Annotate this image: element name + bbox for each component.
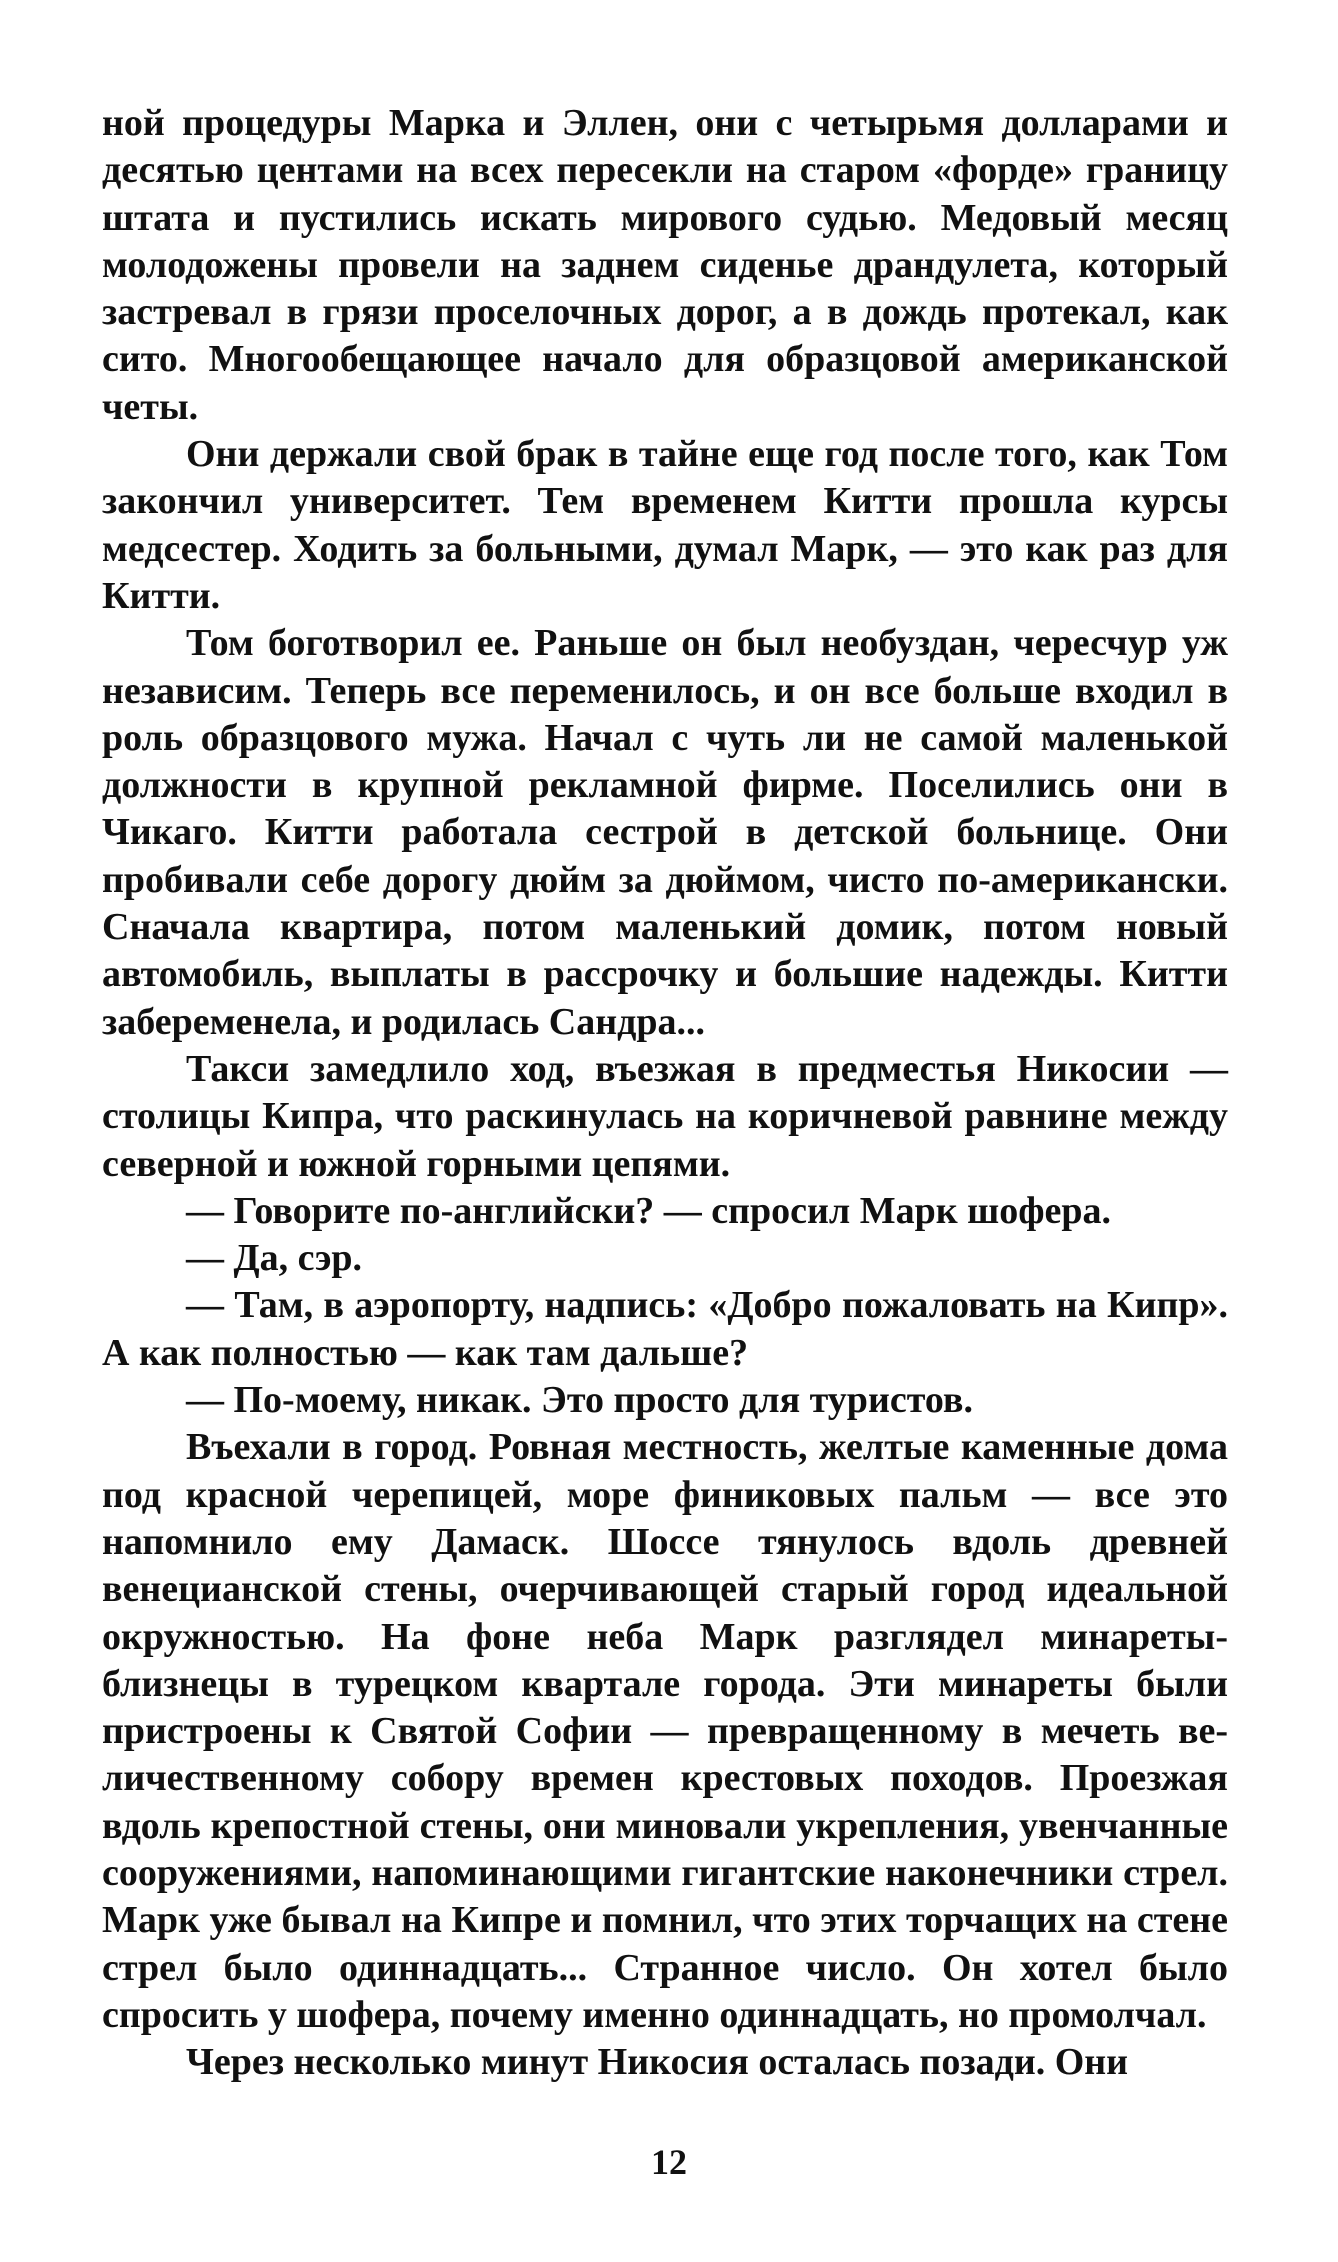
paragraph-2: Они держали свой брак в тайне еще год после того, как Том закончил университет. Тем временем Китти прошла курсы медсестер. Ходить за больными, думал Марк, — это как раз для Китти. xyxy=(102,433,1228,617)
dialogue-line-1: — Говорите по-английски? — спросил Марк шофера. xyxy=(186,1189,1111,1232)
paragraph-1: ной процедуры Марка и Эллен, они с четырьмя долларами и десятью центами на всех пересекли на старом «форде» границу штата и пустились искать мирового судью. Медовый месяц молодожены провели на заднем сиденье драндулета, который застревал в грязи проселочных дорог, а в дождь протекал, как сито. Многообещающее начало для образцовой американской четы. xyxy=(102,102,1228,428)
page-body xyxy=(102,100,1228,2086)
dialogue-line-4: — По-моему, никак. Это просто для туристов. xyxy=(186,1379,973,1422)
paragraph-6: Через несколько минут Никосия осталась позади. Они xyxy=(186,2041,1129,2084)
dialogue-line-2: — Да, сэр. xyxy=(186,1237,363,1280)
paragraph-3: Том боготворил ее. Раньше он был необуздан, чересчур уж независим. Теперь все переменилось, и он все больше входил в роль образцового мужа. Начал с чуть ли не самой маленькой должности в крупной рекламной фирме. Поселились они в Чикаго. Китти работала сестрой в детской больнице. Они пробивали себе дорогу дюйм за дюймом, чисто по-американски. Сначала квартира, потом маленький домик, потом новый автомобиль, выплаты в рассрочку и большие надежды. Китти забеременела, и родилась Сандра... xyxy=(102,622,1228,1043)
dialogue-line-3: — Там, в аэропорту, надпись: «Добро пожаловать на Кипр». А как полностью — как там дальше? xyxy=(102,1284,1228,1374)
page-number: 12 xyxy=(651,2142,687,2182)
paragraph-5: Въехали в город. Ровная местность, желтые каменные дома под красной черепицей, море финиковых пальм — все это напомнило ему Дамаск. Шоссе тянулось вдоль древней венецианской стены, очерчивающей старый город идеальной окружностью. На фоне неба Марк разглядел минареты-близнецы в турецком квартале города. Эти минареты были пристроены к Святой Софии — превращенному в мечеть величественному собору времен крестовых походов. Проезжая вдоль крепостной стены, они миновали укрепления, увенчанные сооружениями, напоминающими гигантские наконечники стрел. Марк уже бывал на Кипре и помнил, что этих торчащих на стене стрел было одиннадцать... Странное число. Он хотел было спросить у шофера, почему именно одиннадцать, но промолчал. xyxy=(102,1426,1228,2036)
paragraph-4: Такси замедлило ход, въезжая в предместья Никосии — столицы Кипра, что раскинулась на коричневой равнине между северной и южной горными цепями. xyxy=(102,1047,1228,1185)
